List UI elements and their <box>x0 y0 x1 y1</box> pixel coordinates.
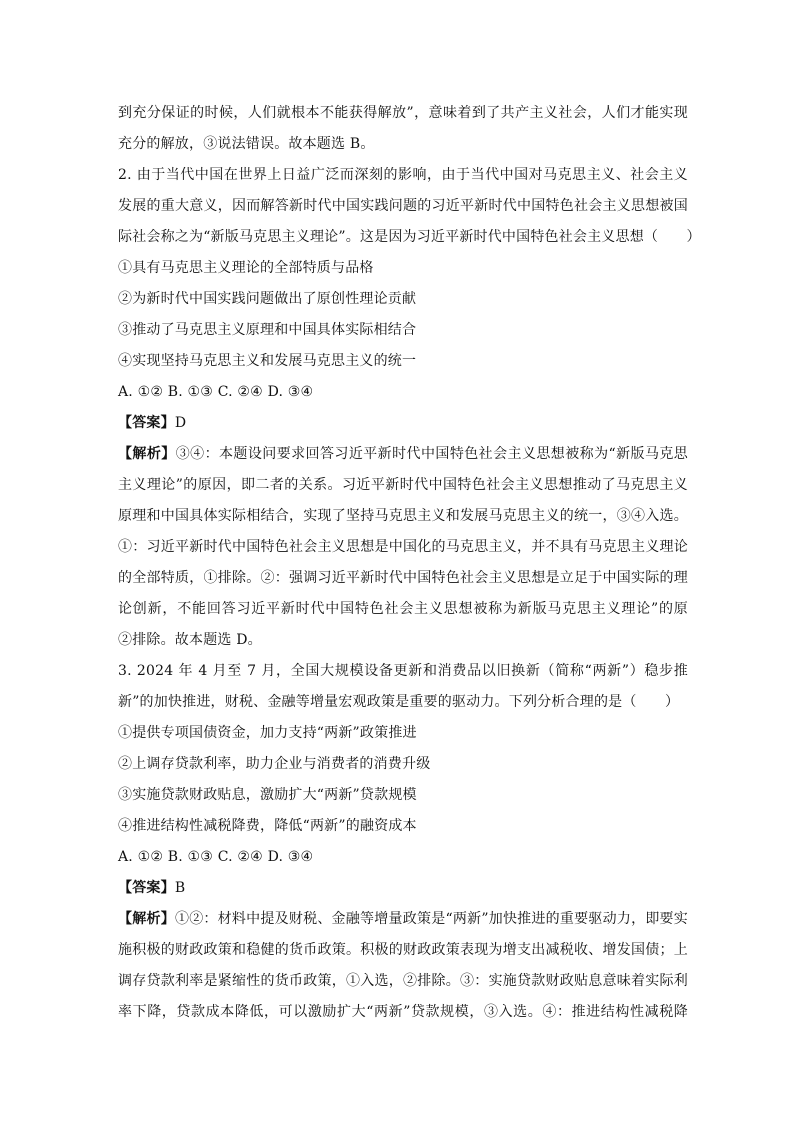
text-line <box>118 563 688 594</box>
line-text: 际社会称之为“新版马克思主义理论”。这是因为习近平新时代中国特色社会主义思想（ ） <box>118 229 701 245</box>
text-line <box>118 687 688 718</box>
line-text: 主义理论”的原因，即二者的关系。习近平新时代中国特色社会主义思想推动了马克思主义 <box>118 477 688 493</box>
line-text: ④实现坚持马克思主义和发展马克思主义的统一 <box>118 353 417 369</box>
line-text: ③④：本题设问要求回答习近平新时代中国特色社会主义思想被称为“新版马克思 <box>175 446 688 462</box>
text-line <box>118 811 688 842</box>
text-line <box>118 749 688 780</box>
line-text: 论创新，不能回答习近平新时代中国特色社会主义思想被称为新版马克思主义理论”的原 <box>118 601 688 617</box>
text-line <box>118 346 688 377</box>
document-body <box>118 98 701 1028</box>
text-line <box>118 129 688 160</box>
text-line <box>118 191 688 222</box>
line-text: 率下降，贷款成本降低，可以激励扩大“两新”贷款规模，③入选。④：推进结构性减税降 <box>118 1004 688 1020</box>
text-line <box>118 873 688 904</box>
text-line <box>118 997 688 1028</box>
text-line <box>118 656 688 687</box>
text-line <box>118 501 688 532</box>
line-text: ①具有马克思主义理论的全部特质与品格 <box>118 260 374 276</box>
line-text: 充分的解放，③说法错误。故本题选 B。 <box>118 136 375 152</box>
text-line <box>118 470 688 501</box>
line-text: A. ①② B. ①③ C. ②④ D. ③④ <box>118 849 314 865</box>
text-line <box>118 98 688 129</box>
text-line <box>118 222 701 253</box>
section-tag: 【答案】 <box>118 415 175 431</box>
text-line <box>118 253 688 284</box>
section-tag: 【解析】 <box>118 446 176 462</box>
line-text: A. ①② B. ①③ C. ②④ D. ③④ <box>118 384 314 400</box>
line-text: ③实施贷款财政贴息，激励扩大“两新”贷款规模 <box>118 787 417 803</box>
text-line <box>118 315 688 346</box>
line-text: ②为新时代中国实践问题做出了原创性理论贡献 <box>118 291 417 307</box>
line-text: 新”的加快推进，财税、金融等增量宏观政策是重要的驱动力。下列分析合理的是（ ） <box>118 694 680 710</box>
line-text: 发展的重大意义，因而解答新时代中国实践问题的习近平新时代中国特色社会主义思想被国 <box>118 198 688 214</box>
line-text: 施积极的财政政策和稳健的货币政策。积极的财政政策表现为增支出减税收、增发国债；上 <box>118 942 688 958</box>
line-text: 到充分保证的时候，人们就根本不能获得解放”，意味着到了共产主义社会，人们才能实现 <box>118 105 688 121</box>
text-line <box>118 625 688 656</box>
line-text: 原理和中国具体实际相结合，实现了坚持马克思主义和发展马克思主义的统一，③④入选。 <box>118 508 688 524</box>
text-line <box>118 966 688 997</box>
line-text: ②上调存贷款利率，助力企业与消费者的消费升级 <box>118 756 431 772</box>
text-line <box>118 377 688 408</box>
text-line <box>118 284 688 315</box>
line-text: ①②：材料中提及财税、金融等增量政策是“两新”加快推进的重要驱动力，即要实 <box>174 911 688 927</box>
text-line <box>118 439 688 470</box>
line-text: ④推进结构性减税降费，降低“两新”的融资成本 <box>118 818 417 834</box>
line-text: 的全部特质，①排除。②：强调习近平新时代中国特色社会主义思想是立足于中国实际的理 <box>118 570 688 586</box>
line-text: B <box>174 880 186 896</box>
line-text: 3. 2024 年 4 月至 7 月，全国大规模设备更新和消费品以旧换新（简称“两新”）稳步推 <box>118 663 688 679</box>
line-text: D <box>174 415 187 431</box>
text-line <box>118 935 688 966</box>
line-text: ③推动了马克思主义原理和中国具体实际相结合 <box>118 322 417 338</box>
text-line <box>118 160 688 191</box>
section-tag: 【答案】 <box>118 880 175 896</box>
text-line <box>118 780 688 811</box>
line-text: ②排除。故本题选 D。 <box>118 632 262 648</box>
section-tag: 【解析】 <box>118 911 175 927</box>
text-line <box>118 532 688 563</box>
line-text: ①提供专项国债资金，加力支持“两新”政策推进 <box>118 725 417 741</box>
text-line <box>118 842 688 873</box>
text-line <box>118 408 688 439</box>
line-text: ①：习近平新时代中国特色社会主义思想是中国化的马克思主义，并不具有马克思主义理论 <box>118 539 688 555</box>
text-line <box>118 904 688 935</box>
text-line <box>118 718 688 749</box>
line-text: 调存贷款利率是紧缩性的货币政策，①入选，②排除。③：实施贷款财政贴息意味着实际利 <box>118 973 688 989</box>
line-text: 2. 由于当代中国在世界上日益广泛而深刻的影响，由于当代中国对马克思主义、社会主义 <box>118 167 688 183</box>
text-line <box>118 594 688 625</box>
